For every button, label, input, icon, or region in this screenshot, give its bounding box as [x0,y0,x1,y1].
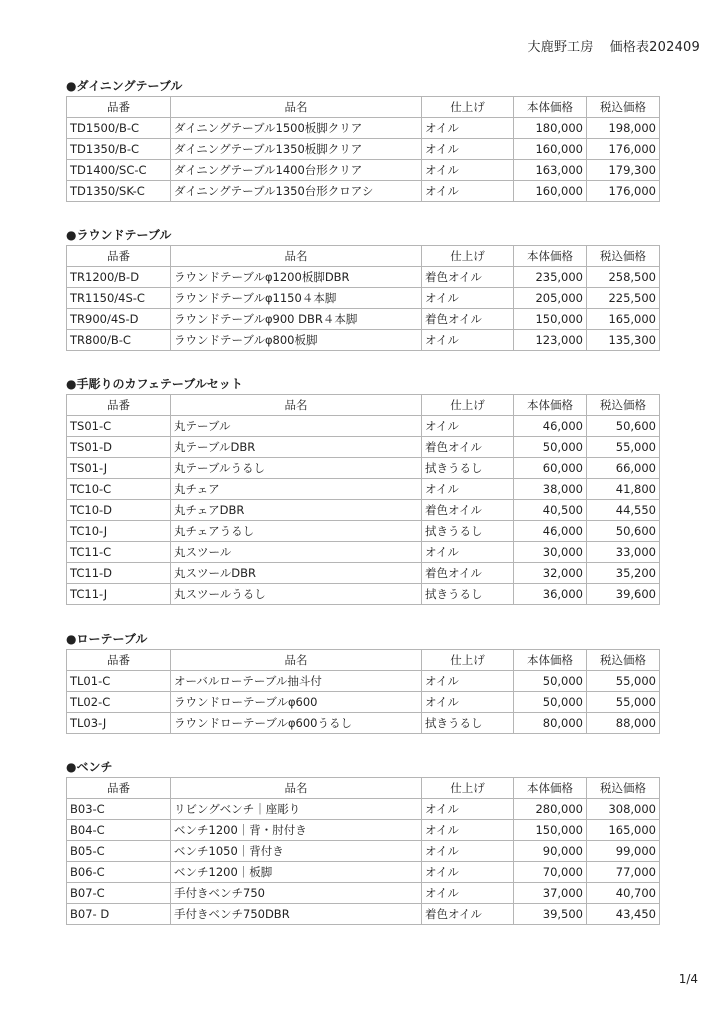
tax-incl-price-cell: 165,000 [587,309,660,330]
table-row [67,309,660,330]
product-name-cell: ラウンドテーブルφ1200板脚DBR [171,267,422,288]
table-row [67,692,660,713]
product-code-cell: B06-C [67,862,171,883]
product-name-cell: ラウンドテーブルφ900 DBR４本脚 [171,309,422,330]
finish-cell: オイル [422,692,514,713]
finish-cell: 着色オイル [422,904,514,925]
product-code-cell: TC11-D [67,563,171,584]
base-price-cell: 160,000 [514,181,587,202]
product-name-cell: 丸テーブルDBR [171,437,422,458]
tax-incl-price-cell: 44,550 [587,500,660,521]
tax-incl-price-cell: 77,000 [587,862,660,883]
product-code-cell: TS01-C [67,416,171,437]
product-code-cell: TC11-C [67,542,171,563]
table-row [67,181,660,202]
base-price-cell: 160,000 [514,139,587,160]
column-header: 品番 [67,650,171,671]
product-code-cell: TL02-C [67,692,171,713]
document-header [528,36,700,55]
table-row [67,904,660,925]
product-code-cell: TD1350/B-C [67,139,171,160]
tax-incl-price-cell: 40,700 [587,883,660,904]
product-code-cell: B03-C [67,799,171,820]
product-code-cell: TC10-D [67,500,171,521]
brand-name: 大鹿野工房 [527,40,594,55]
product-name-cell: ベンチ1200｜背・肘付き [171,820,422,841]
tax-incl-price-cell: 176,000 [587,139,660,160]
document-title: 価格表202409 [609,40,700,55]
column-header: 品名 [171,395,422,416]
finish-cell: 着色オイル [422,309,514,330]
column-header: 仕上げ [422,395,514,416]
product-name-cell: 丸チェアDBR [171,500,422,521]
column-header: 本体価格 [514,97,587,118]
column-header: 品名 [171,97,422,118]
tax-incl-price-cell: 35,200 [587,563,660,584]
tax-incl-price-cell: 165,000 [587,820,660,841]
table-row [67,416,660,437]
base-price-cell: 235,000 [514,267,587,288]
product-name-cell: ラウンドローテーブルφ600 [171,692,422,713]
column-header: 仕上げ [422,778,514,799]
tax-incl-price-cell: 55,000 [587,692,660,713]
base-price-cell: 60,000 [514,458,587,479]
product-code-cell: B07- D [67,904,171,925]
finish-cell: 着色オイル [422,267,514,288]
section-title: ●ダイニングテーブル [66,79,183,93]
base-price-cell: 80,000 [514,713,587,734]
product-code-cell: TC11-J [67,584,171,605]
tax-incl-price-cell: 66,000 [587,458,660,479]
column-header: 税込価格 [587,97,660,118]
column-header: 本体価格 [514,778,587,799]
price-section [66,225,659,351]
tax-incl-price-cell: 198,000 [587,118,660,139]
finish-cell: オイル [422,542,514,563]
finish-cell: 拭きうるし [422,713,514,734]
base-price-cell: 37,000 [514,883,587,904]
tax-incl-price-cell: 41,800 [587,479,660,500]
finish-cell: オイル [422,841,514,862]
tax-incl-price-cell: 43,450 [587,904,660,925]
base-price-cell: 40,500 [514,500,587,521]
finish-cell: オイル [422,160,514,181]
tax-incl-price-cell: 50,600 [587,521,660,542]
product-code-cell: TL03-J [67,713,171,734]
tax-incl-price-cell: 50,600 [587,416,660,437]
table-row [67,458,660,479]
finish-cell: オイル [422,479,514,500]
product-name-cell: ベンチ1050｜背付き [171,841,422,862]
finish-cell: オイル [422,181,514,202]
table-row [67,500,660,521]
product-name-cell: 丸テーブルうるし [171,458,422,479]
base-price-cell: 150,000 [514,309,587,330]
base-price-cell: 50,000 [514,671,587,692]
table-row [67,267,660,288]
table-header-row [67,246,660,267]
table-row [67,584,660,605]
finish-cell: オイル [422,799,514,820]
product-code-cell: TS01-J [67,458,171,479]
table-row [67,437,660,458]
finish-cell: オイル [422,416,514,437]
product-name-cell: オーバルローテーブル抽斗付 [171,671,422,692]
column-header: 品名 [171,246,422,267]
table-row [67,841,660,862]
column-header: 税込価格 [587,246,660,267]
product-name-cell: 手付きベンチ750 [171,883,422,904]
table-row [67,862,660,883]
section-title: ●手彫りのカフェテーブルセット [66,377,243,391]
product-code-cell: TS01-D [67,437,171,458]
price-table [66,777,660,925]
product-name-cell: 丸チェア [171,479,422,500]
column-header: 品名 [171,778,422,799]
base-price-cell: 32,000 [514,563,587,584]
finish-cell: 拭きうるし [422,521,514,542]
tax-incl-price-cell: 39,600 [587,584,660,605]
table-row [67,118,660,139]
product-code-cell: TR800/B-C [67,330,171,351]
product-code-cell: TD1400/SC-C [67,160,171,181]
base-price-cell: 123,000 [514,330,587,351]
base-price-cell: 90,000 [514,841,587,862]
finish-cell: 着色オイル [422,500,514,521]
product-name-cell: ダイニングテーブル1350台形クロアシ [171,181,422,202]
table-row [67,799,660,820]
base-price-cell: 205,000 [514,288,587,309]
product-name-cell: ダイニングテーブル1400台形クリア [171,160,422,181]
price-table [66,649,660,734]
base-price-cell: 36,000 [514,584,587,605]
price-table [66,96,660,202]
price-section [66,629,659,734]
table-row [67,671,660,692]
tax-incl-price-cell: 135,300 [587,330,660,351]
finish-cell: 拭きうるし [422,584,514,605]
finish-cell: オイル [422,820,514,841]
product-name-cell: 丸テーブル [171,416,422,437]
base-price-cell: 150,000 [514,820,587,841]
product-name-cell: 丸スツールうるし [171,584,422,605]
column-header: 税込価格 [587,395,660,416]
tax-incl-price-cell: 88,000 [587,713,660,734]
table-row [67,288,660,309]
table-row [67,521,660,542]
base-price-cell: 39,500 [514,904,587,925]
price-section [66,757,659,925]
finish-cell: 着色オイル [422,563,514,584]
price-table [66,394,660,605]
tax-incl-price-cell: 258,500 [587,267,660,288]
table-row [67,330,660,351]
finish-cell: オイル [422,862,514,883]
finish-cell: オイル [422,883,514,904]
tax-incl-price-cell: 225,500 [587,288,660,309]
product-name-cell: 手付きベンチ750DBR [171,904,422,925]
column-header: 本体価格 [514,395,587,416]
product-code-cell: TD1500/B-C [67,118,171,139]
product-code-cell: B05-C [67,841,171,862]
base-price-cell: 38,000 [514,479,587,500]
finish-cell: オイル [422,118,514,139]
table-header-row [67,650,660,671]
product-code-cell: TD1350/SK-C [67,181,171,202]
finish-cell: オイル [422,139,514,160]
page-number: 1/4 [678,972,698,986]
product-code-cell: TC10-C [67,479,171,500]
price-section [66,374,659,605]
tax-incl-price-cell: 176,000 [587,181,660,202]
base-price-cell: 280,000 [514,799,587,820]
price-section [66,76,659,202]
column-header: 品番 [67,97,171,118]
product-code-cell: TC10-J [67,521,171,542]
product-name-cell: ラウンドローテーブルφ600うるし [171,713,422,734]
product-code-cell: TR1200/B-D [67,267,171,288]
base-price-cell: 30,000 [514,542,587,563]
tax-incl-price-cell: 99,000 [587,841,660,862]
column-header: 本体価格 [514,246,587,267]
product-name-cell: ダイニングテーブル1350板脚クリア [171,139,422,160]
table-row [67,713,660,734]
tax-incl-price-cell: 308,000 [587,799,660,820]
column-header: 品番 [67,246,171,267]
base-price-cell: 180,000 [514,118,587,139]
section-title: ●ローテーブル [66,632,148,646]
product-code-cell: TL01-C [67,671,171,692]
table-header-row [67,395,660,416]
base-price-cell: 50,000 [514,692,587,713]
finish-cell: オイル [422,330,514,351]
finish-cell: オイル [422,288,514,309]
price-table [66,245,660,351]
table-header-row [67,97,660,118]
base-price-cell: 163,000 [514,160,587,181]
product-name-cell: 丸スツール [171,542,422,563]
product-name-cell: リビングベンチ｜座彫り [171,799,422,820]
tax-incl-price-cell: 179,300 [587,160,660,181]
column-header: 品番 [67,395,171,416]
product-name-cell: 丸スツールDBR [171,563,422,584]
column-header: 本体価格 [514,650,587,671]
table-row [67,542,660,563]
column-header: 税込価格 [587,778,660,799]
product-name-cell: ラウンドテーブルφ1150４本脚 [171,288,422,309]
table-row [67,139,660,160]
table-row [67,160,660,181]
product-name-cell: ダイニングテーブル1500板脚クリア [171,118,422,139]
base-price-cell: 46,000 [514,521,587,542]
column-header: 仕上げ [422,246,514,267]
tax-incl-price-cell: 55,000 [587,437,660,458]
base-price-cell: 70,000 [514,862,587,883]
product-code-cell: TR900/4S-D [67,309,171,330]
table-row [67,820,660,841]
product-code-cell: TR1150/4S-C [67,288,171,309]
product-code-cell: B07-C [67,883,171,904]
section-title: ●ベンチ [66,760,113,774]
table-header-row [67,778,660,799]
column-header: 品番 [67,778,171,799]
base-price-cell: 46,000 [514,416,587,437]
column-header: 仕上げ [422,97,514,118]
finish-cell: オイル [422,671,514,692]
tax-incl-price-cell: 33,000 [587,542,660,563]
finish-cell: 拭きうるし [422,458,514,479]
finish-cell: 着色オイル [422,437,514,458]
column-header: 仕上げ [422,650,514,671]
base-price-cell: 50,000 [514,437,587,458]
product-name-cell: ラウンドテーブルφ800板脚 [171,330,422,351]
table-row [67,883,660,904]
column-header: 税込価格 [587,650,660,671]
tax-incl-price-cell: 55,000 [587,671,660,692]
product-code-cell: B04-C [67,820,171,841]
product-name-cell: ベンチ1200｜板脚 [171,862,422,883]
table-row [67,563,660,584]
column-header: 品名 [171,650,422,671]
product-name-cell: 丸チェアうるし [171,521,422,542]
section-title: ●ラウンドテーブル [66,228,172,242]
table-row [67,479,660,500]
